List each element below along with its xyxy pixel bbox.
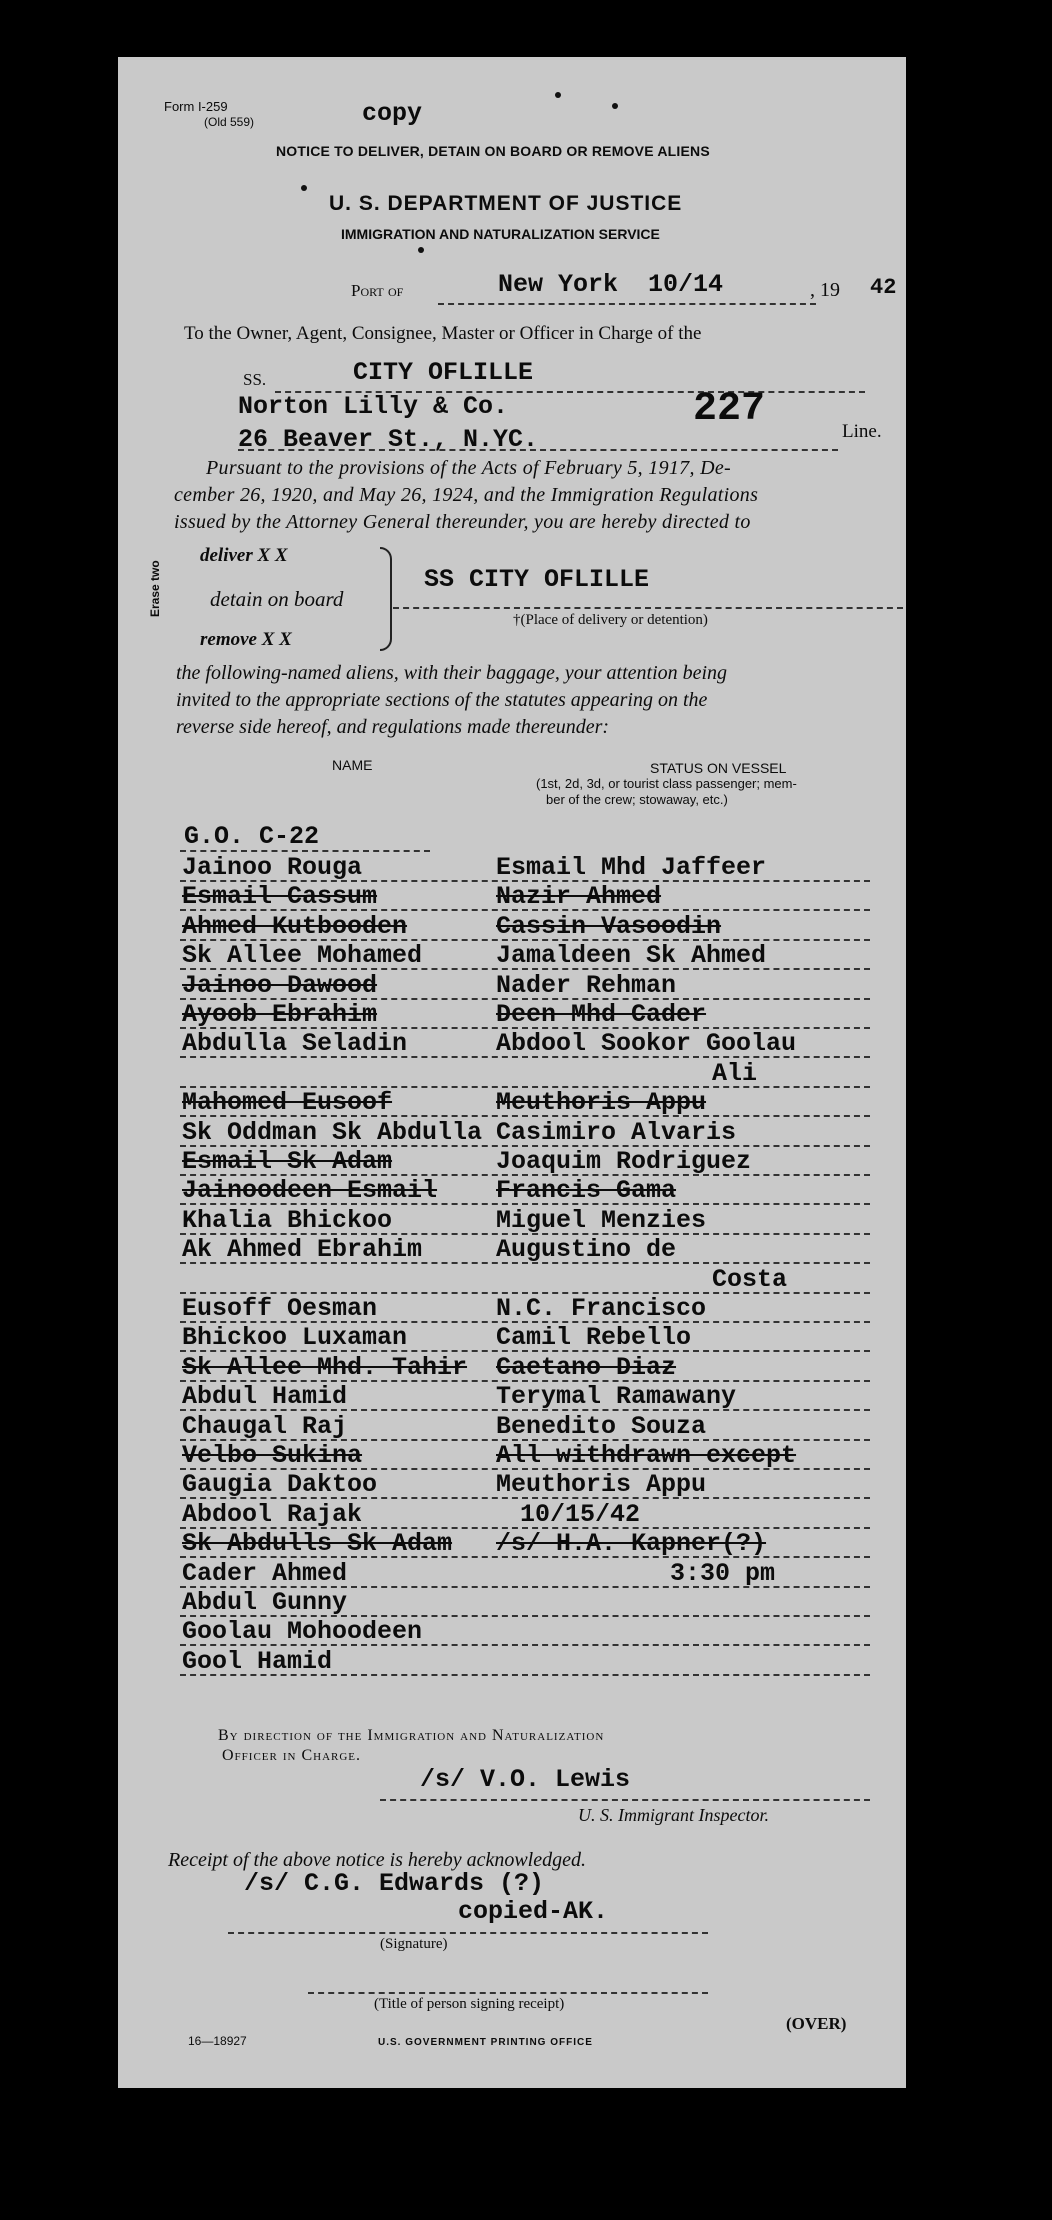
ss-label: SS. (243, 370, 267, 389)
status-note-2: ber of the crew; stowaway, etc.) (546, 792, 728, 807)
receipt-signature: /s/ C.G. Edwards (?) (244, 1869, 545, 1898)
alien-name: Jainoo Dawood (182, 971, 378, 1000)
alien-name: Gool Hamid (182, 1647, 333, 1676)
alien-name: Jainoodeen Esmail (182, 1176, 438, 1205)
row-underline (180, 909, 870, 911)
place-label: †(Place of delivery or detention) (513, 612, 708, 628)
erase-two-label: Erase two (148, 560, 162, 617)
row-underline (180, 1674, 870, 1676)
alien-name: Ayoob Ebrahim (182, 1000, 378, 1029)
row-underline (180, 1644, 870, 1646)
port-label: Port of (351, 281, 404, 300)
detain-option: detain on board (210, 587, 344, 611)
alien-name: Cader Ahmed (182, 1559, 348, 1588)
alien-name: Sk Abdulls Sk Adam (182, 1529, 453, 1558)
alien-name: Jainoo Rouga (182, 853, 363, 882)
row-underline (180, 1497, 870, 1499)
pursuant-line-3: issued by the Attorney General thereunder, you are hereby directed to (174, 511, 751, 533)
form-number: Form I-259 (164, 99, 228, 114)
status-column-header: STATUS ON VESSEL (650, 760, 787, 776)
pursuant-line-2: cember 26, 1920, and May 26, 1924, and the Immigration Regulations (174, 484, 759, 506)
alien-status: All withdrawn except (496, 1441, 797, 1470)
inspector-signature: /s/ V.O. Lewis (420, 1765, 631, 1794)
agent-address: 26 Beaver St., N.YC. (238, 425, 539, 454)
alien-name: Goolau Mohoodeen (182, 1617, 423, 1646)
alien-status: Terymal Ramawany (496, 1382, 737, 1411)
pursuant-line-1: Pursuant to the provisions of the Acts of February 5, 1917, De- (206, 457, 731, 479)
alien-name: Abdulla Seladin (182, 1029, 408, 1058)
address-underline (238, 449, 838, 451)
copy-stamp: copy (362, 99, 423, 128)
alien-status: Miguel Menzies (496, 1206, 707, 1235)
general-order-number: G.O. C-22 (184, 822, 320, 851)
signature-label: (Signature) (380, 1936, 448, 1952)
alien-status: Costa (712, 1265, 788, 1294)
year-prefix: , 19 (810, 279, 840, 301)
alien-name: Gaugia Daktoo (182, 1470, 378, 1499)
notice-title: NOTICE TO DELIVER, DETAIN ON BOARD OR REMOVE ALIENS (276, 143, 710, 159)
receipt-text: Receipt of the above notice is hereby acknowledged. (168, 1849, 586, 1871)
alien-status: 10/15/42 (520, 1500, 641, 1529)
notice-form-page (118, 57, 906, 2088)
row-underline (180, 1409, 870, 1411)
alien-name: Eusoff Oesman (182, 1294, 378, 1323)
alien-status: Jamaldeen Sk Ahmed (496, 941, 767, 970)
signature-line (228, 1932, 708, 1934)
over-label: (OVER) (786, 2014, 847, 2033)
following-line-1: the following-named aliens, with their baggage, your attention being (176, 662, 728, 684)
options-brace (380, 547, 392, 651)
alien-status: Meuthoris Appu (496, 1088, 707, 1117)
alien-name: Velbo Sukina (182, 1441, 363, 1470)
alien-name: Chaugal Raj (182, 1412, 348, 1441)
alien-status: Ali (712, 1059, 758, 1088)
title-line (308, 1992, 708, 1994)
remove-option: remove X X (200, 629, 292, 650)
ship-number: 227 (693, 387, 766, 432)
alien-name: Abdool Rajak (182, 1500, 363, 1529)
ship-name: CITY OFLILLE (353, 358, 534, 387)
title-label: (Title of person signing receipt) (374, 1996, 565, 2012)
row-underline (180, 1115, 870, 1117)
alien-name: Esmail Sk Adam (182, 1147, 393, 1176)
alien-status: Augustino de (496, 1235, 677, 1264)
ink-speck (301, 185, 307, 191)
alien-name: Abdul Gunny (182, 1588, 348, 1617)
alien-status: Esmail Mhd Jaffeer (496, 853, 767, 882)
alien-name: Esmail Cassum (182, 882, 378, 911)
row-underline (180, 968, 870, 970)
form-code: 16—18927 (188, 2034, 247, 2048)
port-value: New York 10/14 (498, 270, 724, 299)
row-underline (180, 1203, 870, 1205)
service-title: IMMIGRATION AND NATURALIZATION SERVICE (341, 226, 660, 242)
printer-name: U.S. GOVERNMENT PRINTING OFFICE (378, 2037, 593, 2048)
alien-status: /s/ H.A. Kapner(?) (496, 1529, 767, 1558)
alien-status: Camil Rebello (496, 1323, 692, 1352)
alien-name: Sk Allee Mhd. Tahir (182, 1353, 468, 1382)
ink-speck (418, 247, 424, 253)
inspector-title: U. S. Immigrant Inspector. (578, 1805, 769, 1825)
place-underline (393, 607, 903, 609)
addressee-line: To the Owner, Agent, Consignee, Master or Officer in Charge of the (184, 323, 702, 344)
status-note-1: (1st, 2d, 3d, or tourist class passenger; mem- (536, 776, 797, 791)
name-column-header: NAME (332, 757, 373, 773)
following-line-2: invited to the appropriate sections of the statutes appearing on the (176, 689, 708, 711)
alien-name: Bhickoo Luxaman (182, 1323, 408, 1352)
alien-name: Khalia Bhickoo (182, 1206, 393, 1235)
alien-status: Francis Gama (496, 1176, 677, 1205)
alien-status: Benedito Souza (496, 1412, 707, 1441)
ink-speck (612, 103, 618, 109)
ink-speck (555, 92, 561, 98)
alien-name: Ak Ahmed Ebrahim (182, 1235, 423, 1264)
general-order-underline (180, 850, 430, 852)
deliver-option: deliver X X (200, 545, 288, 566)
row-underline (180, 1556, 870, 1558)
row-underline (180, 1350, 870, 1352)
alien-name: Mahomed Eusoof (182, 1088, 393, 1117)
direction-line-1: By direction of the Immigration and Naturalization (218, 1727, 605, 1744)
alien-status: Joaquim Rodriguez (496, 1147, 752, 1176)
year-value: 42 (870, 275, 897, 300)
alien-name: Abdul Hamid (182, 1382, 348, 1411)
place-value: SS CITY OFLILLE (424, 565, 650, 594)
port-underline (438, 303, 816, 305)
alien-status: N.C. Francisco (496, 1294, 707, 1323)
alien-status: Meuthoris Appu (496, 1470, 707, 1499)
alien-status: 3:30 pm (670, 1559, 776, 1588)
agent-name: Norton Lilly & Co. (238, 392, 509, 421)
form-old-number: (Old 559) (204, 115, 255, 129)
row-underline (180, 1056, 870, 1058)
following-line-3: reverse side hereof, and regulations made thereunder: (176, 716, 610, 738)
department-title: U. S. DEPARTMENT OF JUSTICE (329, 192, 683, 215)
inspector-signature-line (380, 1799, 870, 1801)
alien-status: Casimiro Alvaris (496, 1118, 737, 1147)
line-label: Line. (842, 421, 882, 442)
alien-status: Abdool Sookor Goolau (496, 1029, 797, 1058)
row-underline (180, 1262, 870, 1264)
alien-name: Sk Allee Mohamed (182, 941, 423, 970)
alien-status: Deen Mhd Cader (496, 1000, 707, 1029)
alien-status: Cassin Vasoodin (496, 912, 722, 941)
alien-name: Sk Oddman Sk Abdulla (182, 1118, 483, 1147)
copied-note: copied-AK. (458, 1897, 609, 1926)
alien-name: Ahmed Kutbooden (182, 912, 408, 941)
direction-line-2: Officer in Charge. (222, 1747, 362, 1764)
alien-status: Nader Rehman (496, 971, 677, 1000)
alien-status: Nazir Ahmed (496, 882, 662, 911)
alien-status: Caetano Diaz (496, 1353, 677, 1382)
